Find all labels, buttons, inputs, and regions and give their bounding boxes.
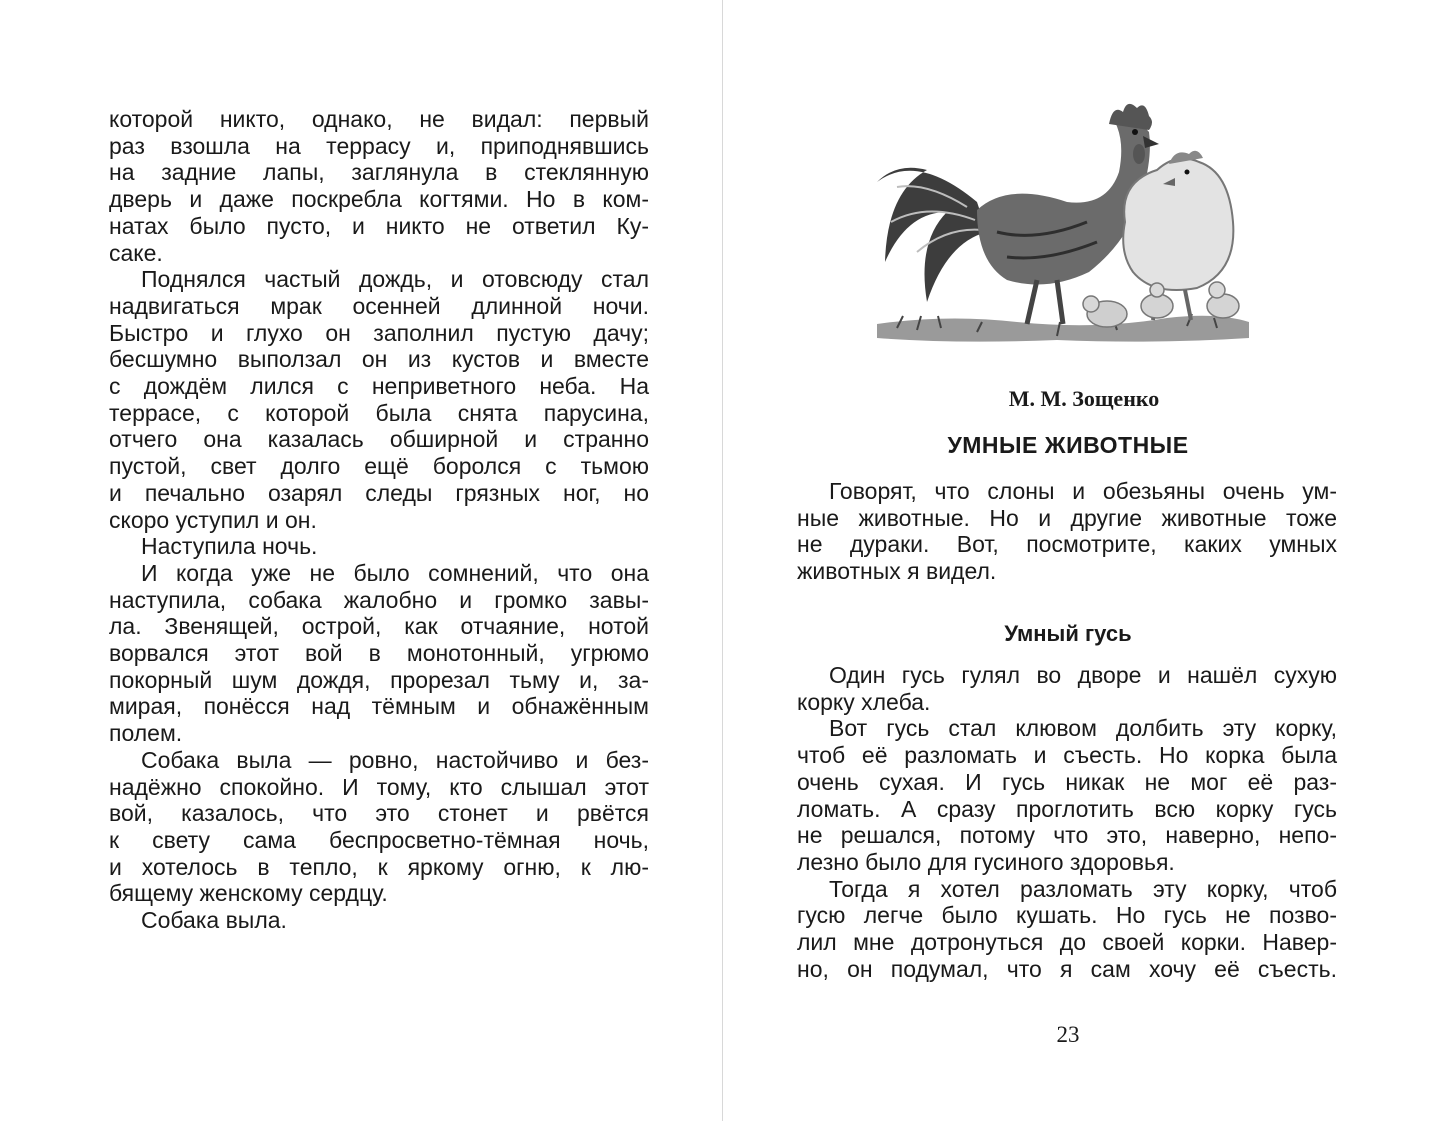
text-line: полем. [109,720,183,747]
text-line: Один гусь гулял во дворе и нашёл сухую [829,662,1337,688]
text-line: ные животные. Но и другие животные тоже [797,504,1337,531]
text-line: Собака выла — ровно, настойчиво и без- [141,746,649,773]
text-line: чтоб её разломать и съесть. Но корка была [797,742,1337,769]
text-line: мирая, понёсся над тёмным и обнажённым [109,693,649,720]
text-line: с дождём лился с неприветного неба. На [109,373,649,400]
text-line: ломать. А сразу проглотить всю корку гусь [797,795,1337,822]
right-page [723,0,1445,1121]
author-name: М. М. Зощенко [1008,386,1160,411]
text-line: очень сухая. И гусь никак не мог её раз- [797,768,1337,795]
text-line: Тогда я хотел разломать эту корку, чтоб [829,875,1337,902]
story-title: УМНЫЕ ЖИВОТНЫЕ [947,432,1189,458]
text-line: покорный шум дождя, прорезал тьму и, за- [109,666,649,693]
text-line: Собака выла. [141,907,287,934]
text-line: натах было пусто, и никто не ответил Ку- [109,212,649,239]
text-line: лил мне дотронуться до своей корки. Навер- [797,929,1337,956]
text-line: отчего она казалась обширной и странно [109,426,649,453]
text-line: Вот гусь стал клювом долбить эту корку, [829,715,1337,742]
text-line: саке. [109,239,163,266]
page-number: 23 [1056,1022,1080,1047]
text-line: и печально озарял следы грязных ног, но [109,479,649,506]
text-line: лезно было для гусиного здоровья. [797,848,1175,875]
text-line: Быстро и глухо он заполнил пустую дачу; [109,319,649,346]
text-line: корку хлеба. [797,688,931,715]
section-title: Умный гусь [1004,621,1132,646]
text-line: надёжно спокойно. И тому, кто слышал этот [109,773,649,800]
intro-text [797,478,1337,585]
text-line: на задние лапы, заглянула в стеклянную [109,159,649,186]
text-line: не решался, потому что это, наверно, непо- [797,822,1337,849]
text-line: бящему женскому сердцу. [109,880,388,907]
text-line: ла. Звенящей, острой, как отчаяние, нотой [109,613,649,640]
rooster-hen-chicks-illustration [857,92,1253,348]
text-line: которой никто, однако, не видал: первый [109,106,649,132]
text-line: надвигаться мрак осенней длинной ночи. [109,292,649,319]
text-line: Поднялся частый дождь, и отовсюду стал [141,266,649,293]
text-line: но, он подумал, что я сам хочу её съесть. [797,955,1337,982]
text-line: раз взошла на террасу и, приподнявшись [109,132,649,159]
left-page [0,0,722,1121]
text-line: террасе, с которой была снята парусина, [109,399,649,426]
text-line: вой, казалось, что это стонет и рвётся [109,800,649,827]
text-line: Наступила ночь. [141,533,318,560]
text-line: И когда уже не было сомнений, что она [141,559,649,586]
text-line: животных я видел. [797,558,997,585]
text-line: наступила, собака жалобно и громко завы- [109,586,649,613]
text-line: Говорят, что слоны и обезьяны очень ум- [829,478,1337,504]
section-text [797,662,1337,982]
left-page-text [109,106,649,934]
text-line: не дураки. Вот, посмотрите, каких умных [797,531,1337,558]
text-line: ворвался этот вой в монотонный, угрюмо [109,640,649,667]
text-line: бесшумно выползал он из кустов и вместе [109,346,649,373]
text-line: пустой, свет долго ещё боролся с тьмою [109,453,649,480]
text-line: скоро уступил и он. [109,506,317,533]
text-line: к свету сама беспросветно-тёмная ночь, [109,826,649,853]
text-line: гусю легче было кушать. Но гусь не позво- [797,902,1337,929]
text-line: и хотелось в тепло, к яркому огню, к лю- [109,853,649,880]
text-line: дверь и даже поскребла когтями. Но в ком- [109,186,649,213]
